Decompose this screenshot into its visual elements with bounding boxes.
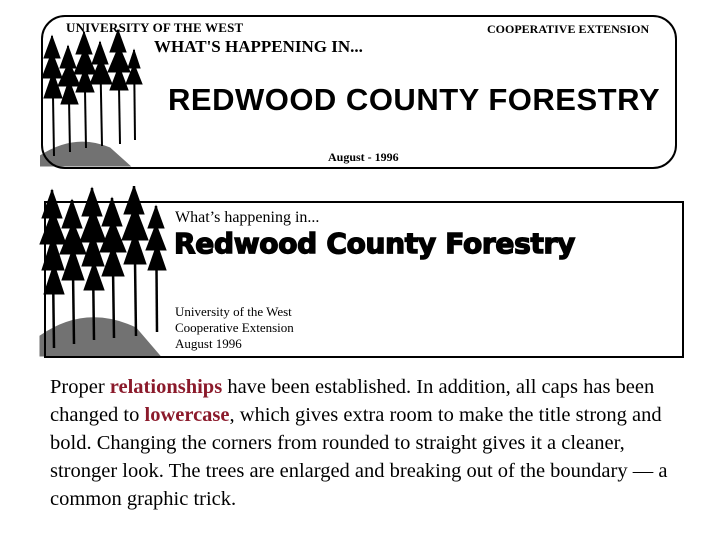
banner2-credit-line: August 1996 xyxy=(175,336,242,351)
banner1-title: REDWOOD COUNTY FORESTRY xyxy=(168,82,661,117)
banner2-title: Redwood County Forestry xyxy=(174,227,576,260)
banner1-whats-happening: WHAT'S HAPPENING IN... xyxy=(154,37,363,56)
banner1-date: August - 1996 xyxy=(328,150,399,164)
highlight-lowercase: lowercase xyxy=(144,404,230,426)
explanation-paragraph xyxy=(50,373,690,513)
highlight-relationships: relationships xyxy=(109,376,223,398)
redwood-trees-icon xyxy=(36,186,176,358)
banner2-credit-line: Cooperative Extension xyxy=(175,320,294,335)
redwood-trees-icon xyxy=(40,28,150,168)
paragraph-text: have been established. In addition, all caps has been changed to xyxy=(50,376,655,426)
banner2-credit-line: University of the West xyxy=(175,304,292,319)
paragraph-text: Proper xyxy=(50,376,110,398)
banner2-whats-happening: What’s happening in... xyxy=(175,209,320,226)
banner1-organization: UNIVERSITY OF THE WEST xyxy=(66,20,244,35)
banner2-credits xyxy=(175,304,294,352)
banner1-department: COOPERATIVE EXTENSION xyxy=(487,22,650,36)
paragraph-text: , which gives extra room to make the title strong and bold. Changing the corners from rounded to straight gives it a cleaner, stronger look. The trees are enlarged and breaking out of the boundary — a common graphic trick. xyxy=(50,404,668,510)
